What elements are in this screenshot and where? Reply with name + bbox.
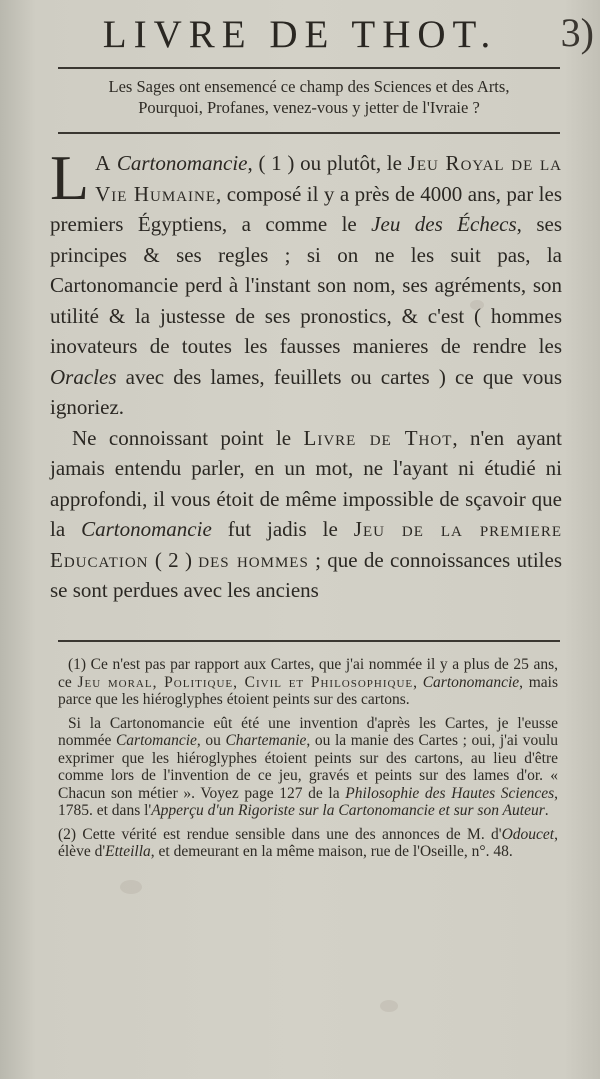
paragraph-2: Ne connoissant point le Livre de Thot, n'en ayant jamais entendu parler, en un mot, ne l'ayant ni étudié ni approfondi, il vous étoit de même impossible de sçavoir que la Cartonomancie fut jadis le Jeu de la premiere Education ( 2 ) des hommes ; que de connoissances utiles se sont perdues avec les anciens (50, 425, 563, 602)
epigraph-line-1: Les Sages ont ensemencé ce champ des Sciences et des Arts, (108, 77, 510, 96)
drop-cap: L (50, 142, 90, 213)
page-number: 3) (560, 10, 594, 55)
footnote-1: (1) Ce n'est pas par rapport aux Cartes, que j'ai nommée il y a plus de 25 ans, ce Jeu moral, Politique, Civil et Philosophique, Cartonomancie, mais parce que les hiéroglyphes étoient peints sur des cartons. (58, 656, 559, 708)
paper-stain (120, 880, 142, 894)
epigraph-divider (58, 132, 560, 134)
epigraph-line-2: Pourquoi, Profanes, venez-vous y jetter de l'Ivraie ? (138, 98, 480, 117)
footnote-1-continued: Si la Cartonomancie eût été une invention d'après les Cartes, je l'eusse nommée Cartomancie, ou Chartemanie, ou la manie des Cartes ; oui, j'ai voulu exprimer que les hiéroglyphes étoient peints sur des cartons, au lieu d'être comme lors de l'invention de ce jeu, gravés et peints sur des lames d'or. « Chacun son métier ». Voyez page 127 de la Philosophie des Hautes Sciences, 1785. et dans l'Apperçu d'un Rigoriste sur la Cartonomancie et sur son Auteur. (58, 714, 558, 819)
footnote-divider (58, 640, 560, 642)
top-divider (58, 67, 560, 69)
running-title: LIVRE DE THOT. (102, 13, 498, 56)
epigraph (58, 76, 560, 118)
paper-stain (380, 1000, 398, 1012)
main-text (50, 142, 563, 606)
paragraph-1: L A Cartonomancie, ( 1 ) ou plutôt, le Jeu Royal de la Vie Humaine, composé il y a près de 4000 ans, par les premiers Égyptiens, a comme le Jeu des Échecs, ses principes & ses regles ; si on ne les suit pas, la Cartonomancie perd à l'instant son nom, ses agréments, son utilité & la justesse de ses pronostics, & c'est ( hommes inovateurs de toutes les fausses manieres de rendre les Oracles avec des lames, feuillets ou cartes ) ce que vous ignoriez. (50, 142, 562, 419)
footnotes (58, 656, 558, 867)
footnote-2: (2) Cette vérité est rendue sensible dans une des annonces de M. d'Odoucet, élève d'Etteilla, et demeurant en la même maison, rue de l'Oseille, n°. 48. (58, 825, 558, 860)
